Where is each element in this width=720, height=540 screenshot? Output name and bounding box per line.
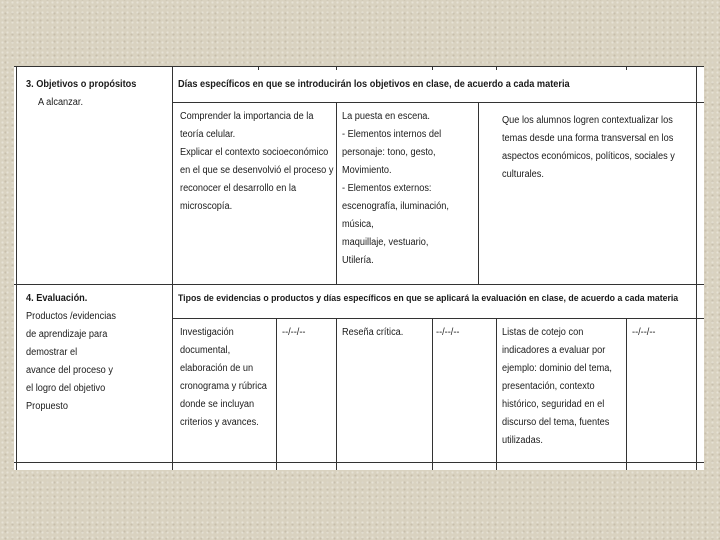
table-line <box>258 66 259 70</box>
section-4-column-header: Tipos de evidencias o productos y días específicos en que se aplicará la evaluación en clase, de acuerdo a cada materia <box>178 293 679 304</box>
section-3-column-header: Días específicos en que se introducirán los objetivos en clase, de acuerdo a cada materia <box>178 79 570 90</box>
table-line <box>496 318 497 470</box>
section-4-subheading-line: Propuesto <box>26 401 68 412</box>
evidence-cell-research: Investigación documental, elaboración de un cronograma y rúbrica donde se incluyan criterios y avances. <box>180 327 267 428</box>
table-line <box>496 66 497 70</box>
evidence-cell-review: Reseña crítica. <box>342 327 404 338</box>
objectives-cell-theater: La puesta en escena. - Elementos internos del personaje: tono, gesto, Movimiento. - Elementos externos: escenografía, iluminación, música, maquillaje, vestuario, Utilería. <box>342 111 449 266</box>
table-line <box>172 318 704 319</box>
section-4-subheading <box>26 308 171 416</box>
section-4-subheading-line: el logro del objetivo <box>26 383 106 394</box>
section-4-subheading-line: Productos /evidencias <box>26 311 117 322</box>
evidence-cell-checklists: Listas de cotejo con indicadores a evaluar por ejemplo: dominio del tema, presentación, contexto histórico, seguridad en el discurso del tema, fuentes utilizadas. <box>502 327 612 446</box>
table-line <box>172 102 704 103</box>
table-line <box>696 66 697 470</box>
evaluation-table-document <box>14 66 704 470</box>
table-line <box>16 66 17 470</box>
table-line <box>172 66 173 470</box>
evidence-date-3: --/--/-- <box>632 327 656 338</box>
section-4-subheading-line: de aprendizaje para <box>26 329 108 340</box>
evidence-date-1: --/--/-- <box>282 327 306 338</box>
table-line <box>336 66 337 70</box>
table-line <box>432 66 433 70</box>
table-line <box>14 462 704 463</box>
table-line <box>14 66 704 67</box>
section-4-heading: 4. Evaluación. <box>26 293 88 304</box>
objectives-cell-context: Que los alumnos logren contextualizar los temas desde una forma transversal en los aspectos económicos, políticos, sociales y culturales. <box>502 115 675 180</box>
table-line <box>626 318 627 470</box>
evidence-date-2: --/--/-- <box>436 327 460 338</box>
section-3-subheading: A alcanzar. <box>38 97 84 108</box>
table-line <box>432 318 433 470</box>
section-4-subheading-line: avance del proceso y <box>26 365 113 376</box>
objectives-cell-science: Comprender la importancia de la teoría celular. Explicar el contexto socioeconómico en el que se desenvolvió el proceso y reconocer el desarrollo en la microscopía. <box>180 111 334 212</box>
table-line <box>626 66 627 70</box>
table-line <box>276 318 277 470</box>
section-4-subheading-line: demostrar el <box>26 347 78 358</box>
table-line <box>336 318 337 470</box>
section-3-heading: 3. Objetivos o propósitos <box>26 79 137 90</box>
table-line <box>14 284 704 285</box>
